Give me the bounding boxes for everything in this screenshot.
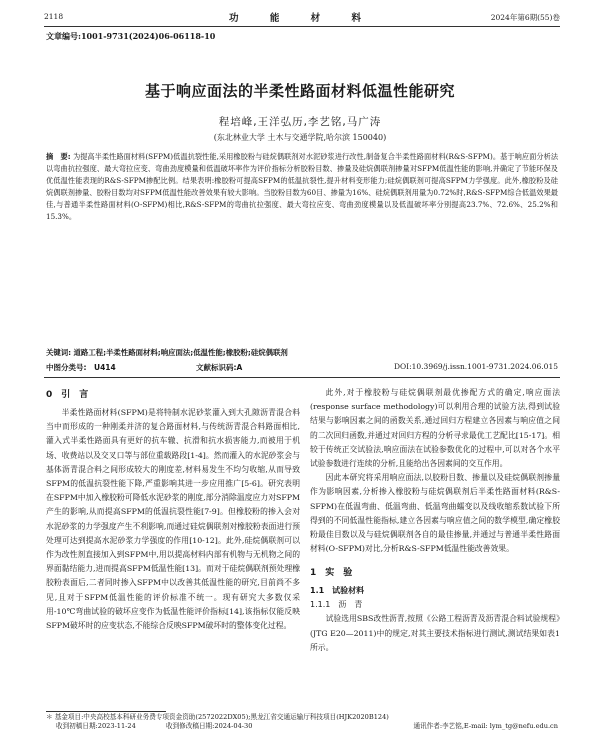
corresponding-author: 通讯作者:李艺铭,E-mail: lym_tg@nefu.edu.cn — [413, 722, 558, 730]
running-header — [44, 10, 560, 24]
abstract — [46, 151, 558, 224]
issue-info: 2024年第6期(55)卷 — [490, 13, 560, 22]
paragraph: 试验选用SBS改性沥青,按照《公路工程沥青及沥青混合料试验规程》(JTG E20—2011)中的规定,对其主要技术指标进行测试,测试结果如表1所示。 — [310, 614, 560, 652]
article-number: 文章编号:1001-9731(2024)06-06118-10 — [46, 31, 216, 41]
clc-number: 中图分类号: U414 — [46, 363, 116, 372]
keywords-text: 道路工程;半柔性路面材料;响应面法;低温性能;橡胶粉;硅烷偶联剂 — [73, 348, 288, 357]
abstract-text: 为提高半柔性路面材料(SFPM)低温抗裂性能,采用橡胶粉与硅烷偶联剂对水泥砂浆进行改性,制备复合半柔性路面材料(R&S-SFPM)。基于响应面分析法以弯曲抗拉强度、最大弯拉应变、弯曲劲度模量和低温破坏率作为评价指标分析胶粉目数、掺量及硅烷偶联剂掺量对SFPM低温性能的影响,并确定了节能环保及优低温性能表现的R&S-SFPM掺配比例。结果表明:橡胶粉可提高SFPM的低温抗裂性,提升材料变形能力;硅烷偶联剂可提高SFPM力学强度。此外,橡胶粉及硅烷偶联剂掺量、胶粉目数均对SFPM低温性能改善效果有较大影响。当胶粉目数为60目、掺量为16%、硅烷偶联剂用量为0.72%时,R&S-SFPM综合低温效果最佳,与普通半柔性路面材料(O-SFPM)相比,R&S-SFPM的弯曲抗拉强度、最大弯拉应变、弯曲劲度模量以及低温破坏率分别提高23.7%、72.6%、25.2%和15.3%。 — [46, 152, 559, 222]
section-heading-experiment: 1 实 验 — [310, 568, 353, 579]
paragraph: 半柔性路面材料(SFPM)是将特制水泥砂浆灌入到大孔隙沥青混合料当中而形成的一种刚柔并济的复合路面材料,与传统沥青混合料路面相比,灌入式半柔性路面具有更好的抗车辙、抗滑和抗水损害能力,而被用于机场、收费站以及交叉口等与部位重载路段[1-4]。然而灌入的水泥砂浆会与基体沥青混合料之间形成较大的刚度差,材料易发生不均匀收缩,从而导致SFPM的低温抗裂性能下降,严重影响其进一步应用推广[5-6]。研究表明在SFPM中加入橡胶粉可降低水泥砂浆的刚度,部分消除温度应力对SFPM产生的影响,从而提高SFPM的低温抗裂性能[7-9]。但橡胶粉的掺入会对水泥砂浆的力学强度产生不利影响,而通过硅烷偶联剂对橡胶粉表面进行预处理可达到提高水泥砂浆力学强度的作用[10-12]。此外,硅烷偶联剂可以作为改性剂直接加入到SFPM中,用以提高材料内部有机物与无机物之间的界面黏结能力,进而提高SFPM低温性能[13]。而对于硅烷偶联剂预处理橡胶粉表面后,二者同时掺入SFPM中以改善其低温性能的研究,目前尚不多见,且对于SFPM低温性能的评价标准不统一。现有研究大多数仅采用-10℃弯曲试验的破坏应变作为低温性能评价指标[14],该指标仅能反映SFPM破坏时的应变状态,不能综合反映SFPM破坏时的整体变化过程。 — [46, 408, 300, 631]
footnote-dates-row — [46, 722, 558, 731]
subsubsection-heading: 1.1.1 沥 青 — [310, 600, 363, 610]
fund-info: ＊ 基金项目:中央高校基本科研业务费专项资金资助(2572022DX05);黑龙江省交通运输厅科技项目(HJK2020B124) — [46, 713, 389, 721]
section-rule — [44, 377, 560, 378]
classification-line — [46, 362, 558, 374]
abstract-label: 摘 要: — [46, 152, 71, 161]
keywords-label: 关键词: — [46, 348, 72, 357]
header-rule — [44, 26, 560, 27]
footnote — [46, 713, 558, 731]
footnote-rule — [46, 711, 166, 712]
page-number: 2118 — [44, 12, 64, 21]
keywords — [46, 347, 558, 358]
left-column — [46, 386, 300, 633]
received-date: 收到初稿日期:2023-11-24 — [56, 722, 136, 730]
spacer — [310, 556, 560, 564]
paragraph: 此外,对于橡胶粉与硅烷偶联剂最优掺配方式的确定,响应面法(response surface methodology)可以利用合理的试验方法,得到试验结果与影响因素之间的函数关系,通过回归方程建立各因素与响应值之间的二次回归函数,并通过对回归方程的分析寻求最优工艺配比[15-17]。相较于传统正交试验法,响应面法在试验参数优化的过程中,可以对各个水平试验参数进行连续的分析,且能给出各因素间的交互作用。 — [310, 388, 560, 469]
document-code: 文献标识码:A — [196, 363, 243, 372]
section-heading-introduction: 0 引 言 — [46, 390, 89, 400]
affiliation: (东北林业大学 土木与交通学院,哈尔滨 150040) — [213, 133, 387, 142]
subsection-heading: 1.1 试验材料 — [310, 586, 365, 596]
paper-title: 基于响应面法的半柔性路面材料低温性能研究 — [144, 82, 455, 100]
doi: DOI:10.3969/j.issn.1001-9731.2024.06.015 — [393, 362, 558, 371]
footnote-fund-row — [46, 713, 558, 722]
paragraph: 因此本研究将采用响应面法,以胶粉目数、掺量以及硅烷偶联剂掺量作为影响因素,分析掺入橡胶粉与硅烷偶联剂后半柔性路面材料(R&S-SFPM)在低温弯曲、低温弯曲、低温弯曲蠕变以及线收缩系数试验下所得到的不同低温性能指标,建立各因素与响应值之间的数学模型,确定橡胶粉最佳目数以及与硅烷偶联剂各自的最佳掺量,并通过与普通半柔性路面材料(O-SFPM)对比,分析R&S-SFPM低温性能改善效果。 — [310, 473, 560, 554]
right-column — [310, 386, 560, 655]
author-list: 程培峰,王洋弘历,李艺铭,马广涛 — [218, 116, 382, 128]
journal-name: 功 能 材 料 — [229, 13, 375, 24]
revised-date: 收到修改稿日期:2024-04-30 — [166, 722, 253, 730]
